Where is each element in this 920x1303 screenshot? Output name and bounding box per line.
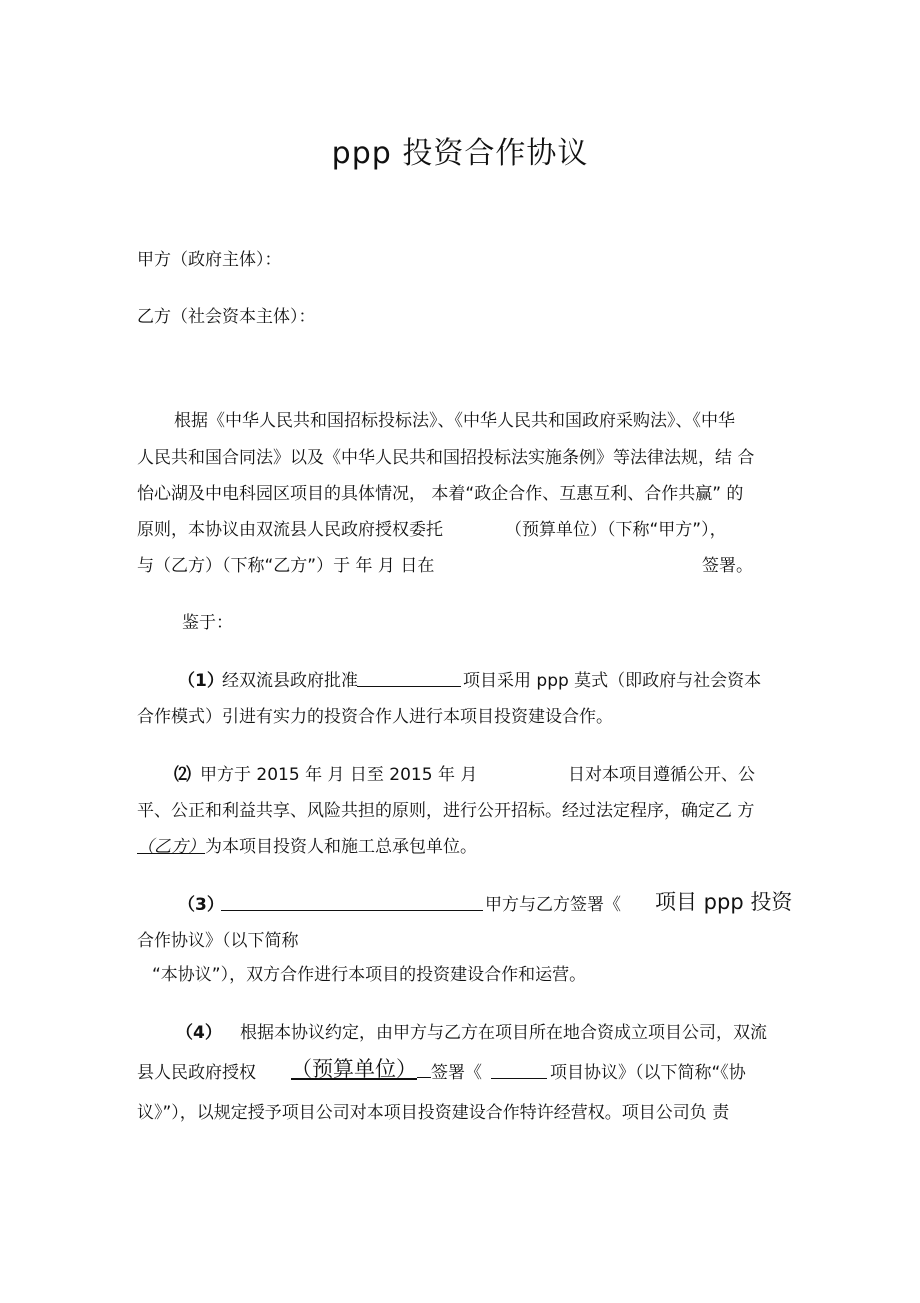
clause4-line3: 议》”），以规定授予项目公司对本项目投资建设合作特许经营权。项目公司负 责 — [137, 1103, 730, 1123]
clause4-line2b: （预算单位） — [291, 1057, 417, 1081]
document-title: ppp 投资合作协议 — [331, 136, 589, 171]
clause4-blank — [491, 1061, 547, 1086]
clause2-line3b: 为本项目投资人和施工总承包单位。 — [205, 837, 477, 857]
clause1-line2: 合作模式）引进有实力的投资合作人进行本项目投资建设合作。 — [137, 707, 613, 727]
clause2-line3a: （乙方） — [137, 837, 205, 857]
clause3-blank — [221, 893, 483, 918]
clause4-line1: 根据本协议约定，由甲方与乙方在项目所在地合资成立项目公司，双流 — [240, 1023, 767, 1043]
intro-line-4a: 原则，本协议由双流县人民政府授权委托 — [137, 520, 443, 540]
clause1-line1a: 经双流县政府批准 — [222, 671, 358, 691]
intro-line-5b: 签署。 — [702, 556, 753, 576]
clause3-line1a: 甲方与乙方签署《 — [485, 895, 621, 915]
clause4-line2c: 签署《 — [431, 1063, 482, 1083]
clause3-line2: 合作协议》（以下简称 — [137, 931, 299, 951]
intro-line-5a: 与（乙方）（下称“乙方”）于 年 月 日在 — [137, 556, 435, 576]
party-a-label: 甲方（政府主体）： — [137, 250, 282, 270]
clause2-line1b: 日对本项目遵循公开、公 — [568, 765, 755, 785]
clause2-line1a: 甲方于 2015 年 月 日至 2015 年 月 — [200, 765, 478, 785]
intro-line-4b: （预算单位）（下称“甲方”）， — [505, 520, 727, 540]
clause2-number: ⑵ — [174, 765, 191, 785]
clause4-line2a: 县人民政府授权 — [137, 1063, 256, 1083]
clause1-blank — [357, 669, 461, 694]
clause3-line1b: 项目 ppp 投资 — [655, 890, 793, 914]
clause2-line2: 平、公正和利益共享、风险共担的原则，进行公开招标。经过法定程序，确定乙 方 — [137, 801, 755, 821]
clause4-number: （4） — [176, 1023, 222, 1043]
intro-line-2: 人民共和国合同法》以及《中华人民共和国招投标法实施条例》等法律法规，结 合 — [137, 448, 755, 468]
clause4-dash — [417, 1061, 431, 1085]
intro-line-1: 根据《中华人民共和国招标投标法》、《中华人民共和国政府采购法》、《中华 — [174, 411, 735, 431]
whereas-label: 鉴于： — [182, 613, 233, 633]
clause1-number: （1） — [178, 671, 224, 691]
clause1-line1b: 项目采用 ppp 莫式（即政府与社会资本 — [463, 671, 762, 691]
party-b-label: 乙方（社会资本主体）： — [137, 307, 316, 327]
clause3-line3: “本协议”），双方合作进行本项目的投资建设合作和运营。 — [152, 965, 587, 985]
clause3-number: （3） — [178, 895, 224, 915]
intro-line-3: 怡心湖及中电科园区项目的具体情况， 本着“政企合作、互惠互利、合作共赢” 的 — [137, 484, 744, 504]
clause4-line2d: 项目协议》（以下简称“《协 — [550, 1063, 746, 1083]
